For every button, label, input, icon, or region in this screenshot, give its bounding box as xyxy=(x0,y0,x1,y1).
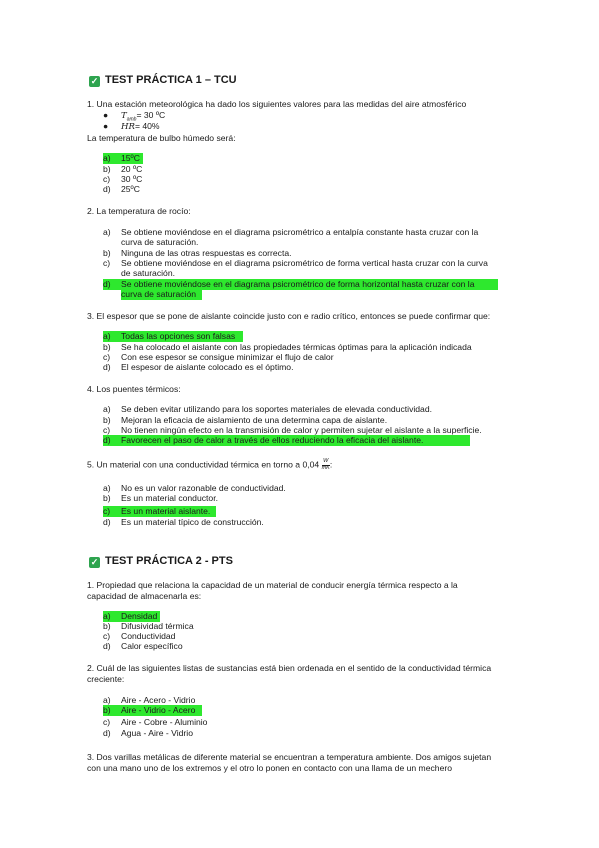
answer-option-highlighted: b) Aire - Vidrio - Acero xyxy=(103,705,202,716)
question-1-stem-continuation: capacidad de almacenarla es: xyxy=(87,591,202,601)
answer-option: d) Es un material típico de construcción. xyxy=(103,517,264,527)
answer-option: b) Ninguna de las otras respuestas es correcta. xyxy=(103,248,292,258)
answer-option-highlighted: a) Densidad xyxy=(103,611,160,622)
answer-option: a) Aire - Acero - Vidrio xyxy=(103,695,196,705)
answer-option: a) Se deben evitar utilizando para los soportes materiales de elevada conductividad. xyxy=(103,404,432,414)
answer-option: c) Conductividad xyxy=(103,631,176,641)
question-1-stem: 1. Una estación meteorológica ha dado los siguientes valores para las medidas del aire atmosférico xyxy=(87,99,467,109)
question-2-stem: 2. Cuál de las siguientes listas de sustancias está bien ordenada en el sentido de la conductividad térmica xyxy=(87,663,492,673)
question-3-stem: 3. El espesor que se pone de aislante coincide justo con e radio crítico, entonces se puede confirmar que: xyxy=(87,311,491,321)
test-2-heading xyxy=(89,555,233,568)
answer-option: b) Se ha colocado el aislante con las propiedades térmicas óptimas para la aplicación indicada xyxy=(103,342,472,352)
answer-option-highlighted: a) Todas las opciones son falsas xyxy=(103,331,243,342)
answer-option-continuation: curva de saturación. xyxy=(121,237,199,247)
answer-option: c) Se obtiene moviéndose en el diagrama psicrométrico de forma vertical hasta cruzar con la curva xyxy=(103,258,488,268)
question-1-bullet: ● $T_{amb}= 30$ ºC xyxy=(103,110,166,123)
question-5-stem: 5. Un material con una conductividad térmica en torno a 0,04 $\frac{W}{mK}$ : xyxy=(87,458,333,471)
answer-option: c) No tienen ningún efecto en la transmisión de calor y permiten sujetar el aislante a la superficie. xyxy=(103,425,482,435)
answer-option-highlighted: a) 15ºC xyxy=(103,153,143,164)
answer-option: c) 30 ºC xyxy=(103,174,143,184)
answer-option: b) 20 ºC xyxy=(103,164,143,174)
answer-option: c) Con ese espesor se consigue minimizar el flujo de calor xyxy=(103,352,334,362)
check-mark-icon: ✓ xyxy=(90,557,99,567)
answer-option: c) Aire - Cobre - Aluminio xyxy=(103,717,208,727)
answer-option: a) Se obtiene moviéndose en el diagrama psicrométrico a entalpía constante hasta cruzar con la xyxy=(103,227,479,237)
answer-option-continuation: de saturación. xyxy=(121,268,175,278)
test-1-heading xyxy=(89,74,237,87)
question-1-bullet: ● HR= 40% xyxy=(103,121,160,132)
answer-option: d) El espesor de aislante colocado es el óptimo. xyxy=(103,362,294,372)
answer-option: b) Mejoran la eficacia de aislamiento de una determina capa de aislante. xyxy=(103,415,388,425)
test-1-title: TEST PRÁCTICA 1 – TCU xyxy=(105,74,237,86)
answer-option: d) 25ºC xyxy=(103,184,140,194)
answer-option-highlighted: c) Es un material aislante. xyxy=(103,506,216,517)
question-4-stem: 4. Los puentes térmicos: xyxy=(87,384,181,394)
answer-option: b) Es un material conductor. xyxy=(103,493,218,503)
check-mark-icon: ✓ xyxy=(90,76,99,86)
answer-option: d) Calor específico xyxy=(103,641,183,651)
unit-fraction: $\frac{W}{mK}$ xyxy=(321,458,330,471)
question-2-stem-continuation: creciente: xyxy=(87,674,125,684)
answer-option-continuation: curva de saturación xyxy=(121,289,202,300)
test-2-title: TEST PRÁCTICA 2 - PTS xyxy=(105,555,233,567)
question-1-prompt: La temperatura de bulbo húmedo será: xyxy=(87,133,236,143)
answer-option: d) Agua - Aire - Vidrio xyxy=(103,728,193,738)
answer-option-highlighted: d) Favorecen el paso de calor a través de ellos reduciendo la eficacia del aislante. xyxy=(103,435,470,446)
question-3-stem-continuation: con una mano uno de los extremos y el otro lo ponen en contacto con una llama de un mechero xyxy=(87,763,452,773)
question-3-stem: 3. Dos varillas metálicas de diferente material se encuentran a temperatura ambiente. Dos amigos sujetan xyxy=(87,752,492,762)
answer-option: a) No es un valor razonable de conductividad. xyxy=(103,483,286,493)
question-1-stem: 1. Propiedad que relaciona la capacidad de un material de conducir energía térmica respecto a la xyxy=(87,580,458,590)
answer-option-highlighted: d) Se obtiene moviéndose en el diagrama psicrométrico de forma horizontal hasta cruzar con la xyxy=(103,279,498,290)
answer-option: b) Difusividad térmica xyxy=(103,621,194,631)
question-2-stem: 2. La temperatura de rocío: xyxy=(87,206,191,216)
